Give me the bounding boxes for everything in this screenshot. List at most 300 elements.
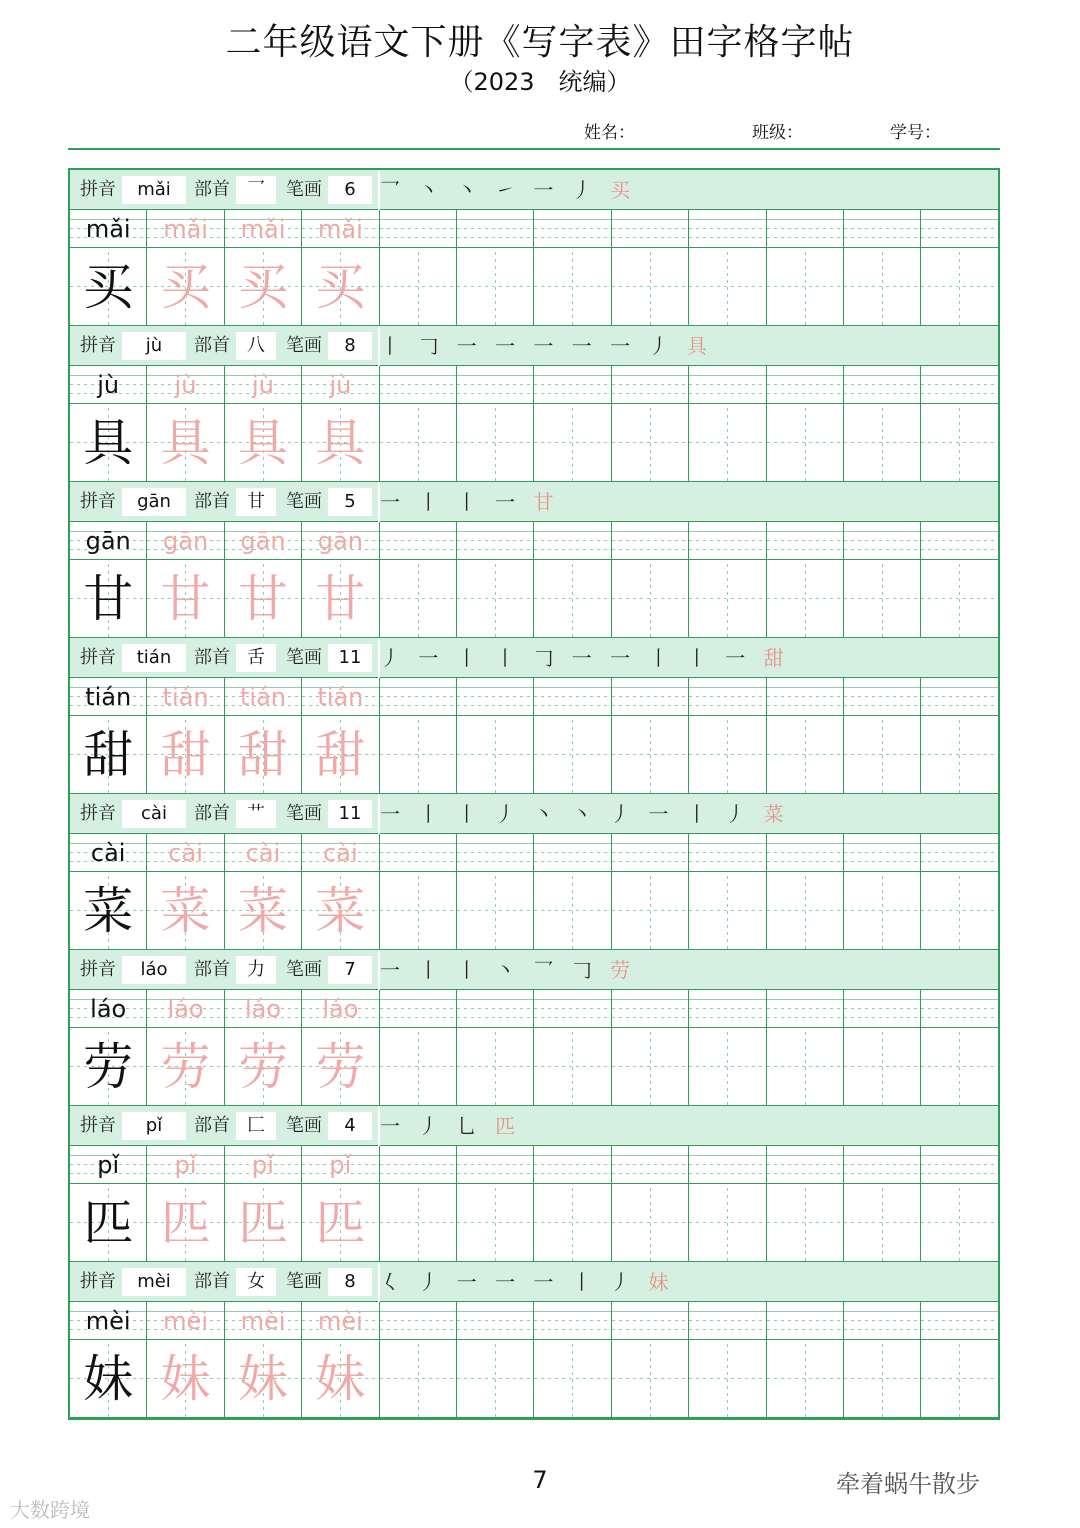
hanzi-practice-cell [534,1184,611,1261]
stroke-sequence: 一 丨 丨 丿 丶 丶 丿 一 丨 丿 [380,802,752,826]
hanzi-practice-cell [302,560,379,637]
hanzi-row [70,1028,998,1106]
pinyin-practice-cell [689,366,766,403]
pinyin-practice-cell [689,1146,766,1183]
hanzi-model: 菜 [83,882,134,940]
hanzi-practice-cell [921,404,998,481]
hanzi-practice-cell [534,1028,611,1105]
pinyin-row [70,834,998,872]
pinyin-practice-cell [767,210,844,247]
hanzi-practice-cell [844,404,921,481]
radical-value: 女 [236,1268,276,1296]
pinyin-practice-cell [147,1146,224,1183]
hanzi-practice-cell [380,404,457,481]
hanzi-trace: 劳 [237,1038,288,1096]
stroke-sequence: 一 丨 丨 丶 乛 𠃌 [380,958,598,982]
hanzi-practice-cell [534,404,611,481]
stroke-order [380,950,998,990]
pinyin-trace: mǎi [163,215,208,243]
pinyin-trace: gān [163,527,209,555]
pinyin-practice-cell [612,990,689,1027]
pinyin-practice-cell [225,1146,302,1183]
pinyin-practice-cell [302,366,379,403]
hanzi-practice-cell [767,404,844,481]
pinyin-trace: tián [239,683,286,711]
hanzi-model: 买 [83,258,134,316]
character-block [70,794,998,950]
pinyin-model: cài [90,839,126,867]
stroke-sequence: 乛 丶 丶 ㇀ 一 丿 [380,178,598,202]
hanzi-practice-cell [147,1340,224,1417]
pinyin-practice-cell [380,522,457,559]
pinyin-label: 拼音 [80,335,116,356]
pinyin-practice-cell [147,522,224,559]
stroke-order [380,326,998,366]
character-block [70,170,998,326]
stroke-final-char: 妹 [648,1270,675,1294]
hanzi-practice-cell [147,1184,224,1261]
pinyin-practice-cell [534,834,611,871]
stroke-final-char: 匹 [495,1114,522,1138]
pinyin-trace: jù [329,371,352,399]
hanzi-trace: 匹 [160,1194,211,1252]
pinyin-practice-cell [302,522,379,559]
pinyin-practice-cell [380,1302,457,1339]
pinyin-practice-cell [689,522,766,559]
pinyin-practice-cell [380,990,457,1027]
hanzi-model-cell [70,248,147,325]
page-title: 二年级语文下册《写字表》田字格字帖 [225,22,855,63]
hanzi-practice-cell [147,248,224,325]
hanzi-practice-cell [225,248,302,325]
hanzi-trace: 买 [237,258,288,316]
hanzi-trace: 甘 [315,570,366,628]
pinyin-practice-cell [302,210,379,247]
hanzi-practice-cell [302,1028,379,1105]
pinyin-trace: gān [240,527,286,555]
pinyin-practice-cell [767,1302,844,1339]
pinyin-trace: jù [174,371,197,399]
info-band [70,794,998,834]
hanzi-practice-cell [457,404,534,481]
strokes-label: 笔画 [286,1271,322,1292]
hanzi-practice-cell [612,1184,689,1261]
hanzi-trace: 具 [315,414,366,472]
pinyin-model-cell [70,1302,147,1339]
pinyin-practice-cell [689,990,766,1027]
hanzi-practice-cell [225,872,302,949]
hanzi-practice-cell [844,1184,921,1261]
hanzi-trace: 具 [160,414,211,472]
stroke-final-char: 劳 [610,958,637,982]
pinyin-practice-cell [612,678,689,715]
pinyin-trace: láo [322,995,359,1023]
pinyin-value: jù [122,332,186,360]
class-label: 班级： [752,123,803,143]
pinyin-practice-cell [302,990,379,1027]
pinyin-trace: láo [167,995,204,1023]
hanzi-practice-cell [612,1028,689,1105]
hanzi-practice-cell [302,1340,379,1417]
pinyin-trace: mèi [240,1307,286,1335]
pinyin-trace: pǐ [252,1151,274,1179]
pinyin-practice-cell [534,1302,611,1339]
pinyin-value: tián [122,644,186,672]
hanzi-model: 劳 [83,1038,134,1096]
hanzi-model: 甜 [83,726,134,784]
pinyin-practice-cell [302,834,379,871]
hanzi-practice-cell [380,872,457,949]
page-number: 7 [532,1466,548,1494]
pinyin-practice-cell [689,210,766,247]
pinyin-label: 拼音 [80,1115,116,1136]
hanzi-practice-cell [457,560,534,637]
hanzi-practice-cell [767,872,844,949]
pinyin-practice-cell [534,1146,611,1183]
hanzi-practice-cell [147,872,224,949]
pinyin-practice-cell [380,834,457,871]
hanzi-model-cell [70,404,147,481]
hanzi-model: 妹 [83,1350,134,1408]
hanzi-practice-cell [380,716,457,793]
radical-label: 部首 [194,959,230,980]
hanzi-practice-cell [534,560,611,637]
pinyin-practice-cell [534,366,611,403]
pinyin-row [70,1302,998,1340]
hanzi-practice-cell [612,404,689,481]
strokes-label: 笔画 [286,959,322,980]
pinyin-practice-cell [689,1302,766,1339]
pinyin-practice-cell [612,834,689,871]
pinyin-model-cell [70,678,147,715]
wechat-watermark: 牵着蜗牛散步 [836,1470,980,1498]
hanzi-practice-cell [921,1340,998,1417]
hanzi-practice-cell [534,1340,611,1417]
hanzi-practice-cell [380,1340,457,1417]
hanzi-row [70,1184,998,1262]
student-fields [0,118,1080,144]
character-block [70,326,998,482]
pinyin-practice-cell [921,366,998,403]
hanzi-practice-cell [844,1340,921,1417]
hanzi-practice-cell [225,716,302,793]
pinyin-label: 拼音 [80,1271,116,1292]
hanzi-row [70,248,998,326]
hanzi-practice-cell [612,1340,689,1417]
hanzi-practice-cell [457,872,534,949]
hanzi-practice-cell [457,1340,534,1417]
radical-label: 部首 [194,1115,230,1136]
stroke-sequence: 𡿨 丿 一 一 一 丨 丿 [380,1270,637,1294]
pinyin-model-cell [70,366,147,403]
pinyin-trace: mǎi [318,215,363,243]
hanzi-trace: 菜 [237,882,288,940]
stroke-final-char: 买 [610,178,637,202]
pinyin-practice-cell [380,210,457,247]
header-divider [68,148,1000,150]
hanzi-practice-cell [147,1028,224,1105]
pinyin-practice-cell [767,678,844,715]
pinyin-row [70,1146,998,1184]
hanzi-practice-cell [457,248,534,325]
hanzi-practice-cell [225,1184,302,1261]
hanzi-practice-cell [689,1340,766,1417]
pinyin-practice-cell [534,522,611,559]
pinyin-practice-cell [457,1302,534,1339]
pinyin-practice-cell [302,678,379,715]
pinyin-trace: mèi [317,1307,363,1335]
hanzi-model-cell [70,560,147,637]
stroke-count-value: 8 [328,332,372,360]
hanzi-practice-cell [689,1184,766,1261]
hanzi-model: 匹 [83,1194,134,1252]
pinyin-practice-cell [225,522,302,559]
pinyin-model: gān [85,527,131,555]
pinyin-trace: pǐ [174,1151,197,1179]
hanzi-practice-cell [380,1028,457,1105]
hanzi-practice-cell [612,872,689,949]
pinyin-model-cell [70,834,147,871]
pinyin-practice-cell [225,990,302,1027]
stroke-final-char: 具 [686,334,713,358]
pinyin-label: 拼音 [80,491,116,512]
page-subtitle: （2023 统编） [449,68,631,96]
hanzi-practice-cell [380,248,457,325]
hanzi-practice-cell [225,1028,302,1105]
hanzi-trace: 菜 [160,882,211,940]
radical-label: 部首 [194,1271,230,1292]
pinyin-trace: cài [323,839,358,867]
pinyin-practice-cell [302,1302,379,1339]
hanzi-practice-cell [457,1028,534,1105]
hanzi-practice-cell [612,248,689,325]
info-band [70,170,998,210]
hanzi-practice-cell [147,560,224,637]
hanzi-practice-cell [689,716,766,793]
radical-label: 部首 [194,647,230,668]
info-band [70,482,998,522]
pinyin-model-cell [70,522,147,559]
pinyin-practice-cell [921,1302,998,1339]
pinyin-practice-cell [844,210,921,247]
radical-label: 部首 [194,491,230,512]
stroke-order [380,1106,998,1146]
hanzi-practice-cell [612,560,689,637]
pinyin-practice-cell [147,678,224,715]
pinyin-trace: gān [317,527,363,555]
radical-value: 八 [236,332,276,360]
pinyin-model-cell [70,990,147,1027]
pinyin-practice-cell [844,522,921,559]
hanzi-model-cell [70,1028,147,1105]
character-block [70,1262,998,1418]
pinyin-practice-cell [921,678,998,715]
hanzi-model-cell [70,872,147,949]
pinyin-practice-cell [767,990,844,1027]
stroke-order [380,482,998,522]
strokes-label: 笔画 [286,335,322,356]
stroke-count-value: 11 [328,800,372,828]
stroke-count-value: 11 [328,644,372,672]
pinyin-model-cell [70,210,147,247]
pinyin-practice-cell [457,210,534,247]
pinyin-practice-cell [147,366,224,403]
id-label: 学号： [890,123,941,143]
pinyin-practice-cell [844,1302,921,1339]
pinyin-model: mǎi [85,215,131,243]
pinyin-value: mèi [122,1268,186,1296]
hanzi-trace: 妹 [315,1350,366,1408]
hanzi-row [70,404,998,482]
hanzi-practice-cell [225,560,302,637]
pinyin-practice-cell [612,210,689,247]
hanzi-practice-cell [844,1028,921,1105]
hanzi-practice-cell [921,716,998,793]
pinyin-model: láo [90,995,127,1023]
pinyin-model: pǐ [97,1151,120,1179]
pinyin-practice-cell [921,834,998,871]
pinyin-label: 拼音 [80,959,116,980]
hanzi-trace: 妹 [160,1350,211,1408]
pinyin-row [70,210,998,248]
hanzi-trace: 匹 [315,1194,366,1252]
hanzi-practice-cell [225,1340,302,1417]
hanzi-practice-cell [689,1028,766,1105]
pinyin-practice-cell [457,366,534,403]
pinyin-practice-cell [457,678,534,715]
hanzi-practice-cell [534,872,611,949]
pinyin-practice-cell [844,366,921,403]
stroke-final-char: 甘 [533,490,560,514]
character-block [70,1106,998,1262]
hanzi-model-cell [70,1340,147,1417]
hanzi-practice-cell [612,716,689,793]
hanzi-trace: 妹 [237,1350,288,1408]
stroke-sequence: 一 丿 乚 [380,1114,483,1138]
pinyin-practice-cell [457,990,534,1027]
hanzi-trace: 甜 [160,726,211,784]
hanzi-row [70,872,998,950]
pinyin-practice-cell [147,210,224,247]
hanzi-trace: 甘 [160,570,211,628]
hanzi-practice-cell [767,1340,844,1417]
pinyin-practice-cell [921,210,998,247]
pinyin-practice-cell [380,366,457,403]
hanzi-trace: 买 [160,258,211,316]
pinyin-practice-cell [767,522,844,559]
pinyin-practice-cell [844,678,921,715]
pinyin-practice-cell [534,990,611,1027]
stroke-count-value: 5 [328,488,372,516]
hanzi-practice-cell [302,1184,379,1261]
pinyin-practice-cell [612,1146,689,1183]
character-block [70,638,998,794]
hanzi-practice-cell [844,872,921,949]
pinyin-practice-cell [767,366,844,403]
pinyin-practice-cell [921,990,998,1027]
hanzi-trace: 菜 [315,882,366,940]
stroke-count-value: 4 [328,1112,372,1140]
hanzi-practice-cell [921,872,998,949]
hanzi-practice-cell [767,560,844,637]
hanzi-practice-cell [921,1184,998,1261]
hanzi-practice-cell [302,716,379,793]
stroke-order [380,638,998,678]
hanzi-trace: 买 [315,258,366,316]
hanzi-model-cell [70,1184,147,1261]
pinyin-row [70,990,998,1028]
pinyin-model: mèi [85,1307,131,1335]
hanzi-trace: 甘 [237,570,288,628]
radical-value: 匚 [236,1112,276,1140]
pinyin-practice-cell [767,1146,844,1183]
pinyin-practice-cell [225,678,302,715]
stroke-count-value: 6 [328,176,372,204]
pinyin-practice-cell [225,366,302,403]
pinyin-trace: láo [244,995,282,1023]
radical-label: 部首 [194,335,230,356]
radical-label: 部首 [194,179,230,200]
pinyin-practice-cell [225,210,302,247]
info-band [70,1262,998,1302]
hanzi-practice-cell [767,716,844,793]
pinyin-practice-cell [147,990,224,1027]
pinyin-practice-cell [225,834,302,871]
pinyin-value: gān [122,488,186,516]
pinyin-trace: mǎi [240,215,286,243]
pinyin-practice-cell [844,1146,921,1183]
character-block [70,950,998,1106]
hanzi-practice-cell [302,248,379,325]
hanzi-practice-cell [689,248,766,325]
hanzi-practice-cell [457,716,534,793]
pinyin-practice-cell [302,1146,379,1183]
hanzi-practice-cell [534,716,611,793]
hanzi-trace: 甜 [315,726,366,784]
stroke-final-char: 甜 [763,646,790,670]
hanzi-model-cell [70,716,147,793]
pinyin-practice-cell [457,834,534,871]
hanzi-practice-cell [689,872,766,949]
strokes-label: 笔画 [286,179,322,200]
pinyin-model: tián [85,683,132,711]
pinyin-row [70,366,998,404]
pinyin-value: láo [122,956,186,984]
strokes-label: 笔画 [286,491,322,512]
pinyin-label: 拼音 [80,647,116,668]
pinyin-practice-cell [844,990,921,1027]
radical-value: 乛 [236,176,276,204]
info-band [70,950,998,990]
stroke-sequence: 丿 一 丨 丨 𠃌 一 一 丨 丨 一 [380,646,752,670]
hanzi-model: 具 [83,414,134,472]
pinyin-practice-cell [534,678,611,715]
pinyin-value: cài [122,800,186,828]
info-band [70,1106,998,1146]
radical-value: 力 [236,956,276,984]
hanzi-practice-cell [302,404,379,481]
pinyin-row [70,678,998,716]
strokes-label: 笔画 [286,647,322,668]
pinyin-practice-cell [612,522,689,559]
pinyin-practice-cell [147,834,224,871]
stroke-count-value: 8 [328,1268,372,1296]
hanzi-practice-cell [844,560,921,637]
pinyin-practice-cell [612,366,689,403]
hanzi-trace: 劳 [315,1038,366,1096]
stroke-sequence: 一 丨 丨 一 [380,490,522,514]
pinyin-practice-cell [380,678,457,715]
